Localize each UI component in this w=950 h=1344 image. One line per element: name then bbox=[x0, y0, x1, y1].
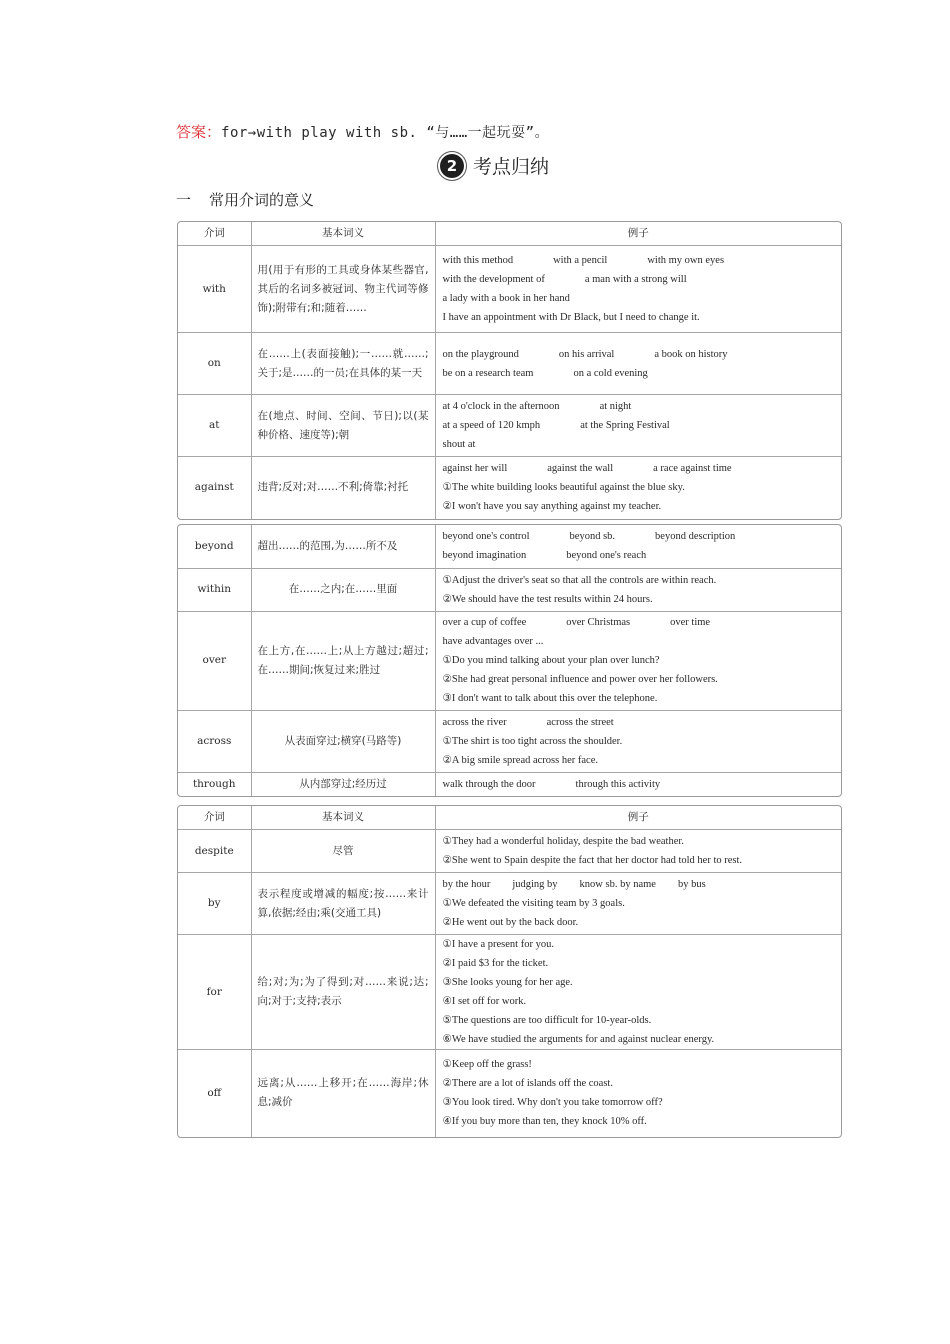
example-phrase: with the development of bbox=[442, 274, 545, 285]
example-phrase: ①Do you mind talking about your plan over lunch? bbox=[442, 655, 660, 666]
example-line bbox=[443, 1030, 835, 1049]
example-phrase: ②A big smile spread across her face. bbox=[442, 754, 598, 766]
preposition-cell: by bbox=[178, 873, 251, 935]
meaning-cell: 给;对;为;为了得到;对……来说;达;向;对于;支持;表示 bbox=[251, 935, 435, 1050]
meaning-cell: 在……上(表面接触);一……就……;关于;是……的一员;在具体的某一天 bbox=[251, 333, 435, 395]
table-grid bbox=[178, 525, 841, 796]
example-line bbox=[443, 613, 835, 632]
example-line bbox=[443, 1011, 835, 1030]
example-phrase: beyond description bbox=[655, 531, 736, 543]
example-line bbox=[443, 689, 835, 708]
example-phrase: across the river bbox=[442, 716, 507, 728]
examples-cell bbox=[435, 568, 841, 611]
example-line bbox=[443, 497, 835, 516]
example-phrase: judging by bbox=[512, 879, 558, 890]
example-phrase: ⑥We have studied the arguments for and against nuclear energy. bbox=[442, 1034, 715, 1045]
examples-cell bbox=[435, 873, 841, 935]
meaning-cell: 尽管 bbox=[251, 830, 435, 873]
example-line bbox=[443, 478, 835, 497]
answer-line bbox=[176, 121, 549, 144]
subheading-title: 常用介词的意义 bbox=[209, 191, 315, 209]
example-line bbox=[443, 713, 835, 732]
table-row bbox=[178, 457, 841, 519]
example-phrase: ④I set off for work. bbox=[442, 996, 527, 1007]
example-line bbox=[443, 651, 835, 670]
example-phrase: over time bbox=[670, 617, 711, 628]
preposition-cell: with bbox=[178, 246, 251, 333]
section-title: 考点归纳 bbox=[473, 156, 550, 178]
table-header-row bbox=[178, 806, 841, 830]
table-row bbox=[178, 333, 841, 395]
example-line bbox=[443, 973, 835, 992]
table-row bbox=[178, 395, 841, 457]
example-phrase: over a cup of coffee bbox=[442, 617, 527, 628]
meaning-cell: 在上方,在……上;从上方越过;超过;在……期间;恢复过来;胜过 bbox=[251, 611, 435, 710]
example-phrase: with this method bbox=[442, 255, 514, 266]
example-line bbox=[443, 308, 835, 327]
example-line bbox=[443, 935, 835, 954]
example-phrase: a book on history bbox=[654, 348, 728, 360]
header-meaning: 基本词义 bbox=[251, 806, 435, 830]
example-phrase: ②She had great personal influence and power over her followers. bbox=[442, 674, 718, 685]
examples-cell bbox=[435, 710, 841, 772]
example-line bbox=[443, 894, 835, 913]
preposition-cell: for bbox=[178, 935, 251, 1050]
example-phrase: through this activity bbox=[575, 778, 661, 790]
meaning-cell: 从表面穿过;横穿(马路等) bbox=[251, 710, 435, 772]
example-line bbox=[443, 1112, 835, 1131]
table-grid bbox=[178, 806, 841, 1137]
example-line bbox=[443, 397, 835, 416]
example-phrase: ②I paid $3 for the ticket. bbox=[442, 958, 549, 969]
example-phrase: ①The white building looks beautiful against the blue sky. bbox=[442, 482, 685, 494]
example-line bbox=[443, 527, 835, 546]
example-phrase: ①I have a present for you. bbox=[442, 939, 554, 950]
header-prep: 介词 bbox=[178, 222, 251, 246]
example-line bbox=[443, 775, 835, 794]
meaning-cell: 违背;反对;对……不利;倚靠;衬托 bbox=[251, 457, 435, 519]
example-line bbox=[443, 832, 835, 851]
example-phrase: against her will bbox=[442, 463, 508, 475]
preposition-cell: across bbox=[178, 710, 251, 772]
example-phrase: beyond one's reach bbox=[566, 550, 647, 562]
table-grid bbox=[178, 222, 841, 519]
example-phrase: ⑤The questions are too difficult for 10-year-olds. bbox=[442, 1015, 652, 1026]
example-phrase: a man with a strong will bbox=[584, 274, 687, 285]
example-line bbox=[443, 992, 835, 1011]
answer-label: 答案： bbox=[176, 123, 222, 141]
example-line bbox=[443, 732, 835, 751]
table-row bbox=[178, 935, 841, 1050]
preposition-table-1 bbox=[177, 221, 842, 520]
example-line bbox=[443, 345, 835, 364]
example-line bbox=[443, 590, 835, 609]
examples-cell bbox=[435, 935, 841, 1050]
example-phrase: ①Adjust the driver's seat so that all the controls are within reach. bbox=[442, 574, 717, 586]
meaning-cell: 远离;从……上移开;在……海岸;休息;减价 bbox=[251, 1050, 435, 1137]
example-phrase: ②He went out by the back door. bbox=[442, 917, 579, 928]
examples-cell bbox=[435, 611, 841, 710]
meaning-cell: 在……之内;在……里面 bbox=[251, 568, 435, 611]
example-phrase: by bus bbox=[677, 879, 706, 890]
preposition-cell: against bbox=[178, 457, 251, 519]
example-line bbox=[443, 954, 835, 973]
example-phrase: be on a research team bbox=[442, 367, 534, 379]
example-line bbox=[443, 289, 835, 308]
example-phrase: ①They had a wonderful holiday, despite the bad weather. bbox=[442, 836, 684, 847]
preposition-cell: beyond bbox=[178, 525, 251, 568]
table-row bbox=[178, 611, 841, 710]
table-row bbox=[178, 525, 841, 568]
example-line bbox=[443, 546, 835, 565]
table-row bbox=[178, 830, 841, 873]
meaning-cell: 在(地点、时间、空间、节日);以(某种价格、速度等);朝 bbox=[251, 395, 435, 457]
example-line bbox=[443, 270, 835, 289]
example-line bbox=[443, 251, 835, 270]
meaning-cell: 超出……的范围,为……所不及 bbox=[251, 525, 435, 568]
example-line bbox=[443, 1093, 835, 1112]
subheading-number: 一 bbox=[176, 191, 192, 209]
examples-cell bbox=[435, 246, 841, 333]
example-phrase: ②I won't have you say anything against my teacher. bbox=[442, 501, 662, 513]
example-line bbox=[443, 1055, 835, 1074]
preposition-cell: over bbox=[178, 611, 251, 710]
example-phrase: a lady with a book in her hand bbox=[442, 293, 570, 304]
table-row bbox=[178, 772, 841, 796]
meaning-cell: 表示程度或增减的幅度;按……来计算,依据;经由;乘(交通工具) bbox=[251, 873, 435, 935]
example-phrase: by the hour bbox=[442, 879, 491, 890]
meaning-cell: 从内部穿过;经历过 bbox=[251, 772, 435, 796]
example-phrase: ①The shirt is too tight across the shoulder. bbox=[442, 735, 623, 747]
examples-cell bbox=[435, 457, 841, 519]
preposition-cell: despite bbox=[178, 830, 251, 873]
example-phrase: ②She went to Spain despite the fact that her doctor had told her to rest. bbox=[442, 855, 743, 866]
example-line bbox=[443, 416, 835, 435]
preposition-cell: within bbox=[178, 568, 251, 611]
example-phrase: across the street bbox=[546, 716, 614, 728]
preposition-cell: at bbox=[178, 395, 251, 457]
table-row bbox=[178, 873, 841, 935]
example-phrase: ③She looks young for her age. bbox=[442, 977, 573, 988]
example-phrase: ①We defeated the visiting team by 3 goals. bbox=[442, 898, 625, 909]
header-examples: 例子 bbox=[435, 222, 841, 246]
table-row bbox=[178, 1050, 841, 1137]
example-line bbox=[443, 670, 835, 689]
preposition-cell: off bbox=[178, 1050, 251, 1137]
example-phrase: at a speed of 120 kmph bbox=[442, 420, 541, 431]
example-phrase: at the Spring Festival bbox=[580, 420, 670, 431]
preposition-table-3 bbox=[177, 805, 842, 1138]
example-phrase: on a cold evening bbox=[573, 367, 648, 379]
preposition-table-2 bbox=[177, 524, 842, 797]
example-phrase: ④If you buy more than ten, they knock 10% off. bbox=[442, 1116, 647, 1128]
example-phrase: have advantages over ... bbox=[442, 636, 544, 647]
example-phrase: against the wall bbox=[547, 463, 614, 475]
answer-text: for→with play with sb. “与……一起玩耍”。 bbox=[221, 125, 550, 141]
example-phrase: ②There are a lot of islands off the coast. bbox=[442, 1078, 613, 1090]
example-line bbox=[443, 571, 835, 590]
examples-cell bbox=[435, 830, 841, 873]
example-line bbox=[443, 632, 835, 651]
example-phrase: over Christmas bbox=[566, 617, 631, 628]
examples-cell bbox=[435, 772, 841, 796]
example-phrase: at 4 o'clock in the afternoon bbox=[442, 401, 560, 412]
meaning-cell: 用(用于有形的工具或身体某些器官,其后的名词多被冠词、物主代词等修饰);附带有;和;随着…… bbox=[251, 246, 435, 333]
example-line bbox=[443, 1074, 835, 1093]
example-line bbox=[443, 913, 835, 932]
example-phrase: shout at bbox=[442, 439, 476, 450]
header-prep: 介词 bbox=[178, 806, 251, 830]
examples-cell bbox=[435, 525, 841, 568]
example-phrase: with my own eyes bbox=[647, 255, 725, 266]
example-phrase: ①Keep off the grass! bbox=[442, 1059, 532, 1071]
example-phrase: beyond imagination bbox=[442, 550, 527, 562]
example-line bbox=[443, 851, 835, 870]
example-line bbox=[443, 751, 835, 770]
table-row bbox=[178, 246, 841, 333]
examples-cell bbox=[435, 395, 841, 457]
example-line bbox=[443, 435, 835, 454]
table-row bbox=[178, 710, 841, 772]
examples-cell bbox=[435, 1050, 841, 1137]
example-phrase: ③You look tired. Why don't you take tomorrow off? bbox=[442, 1097, 663, 1109]
subheading bbox=[176, 189, 314, 210]
example-line bbox=[443, 875, 835, 894]
example-phrase: know sb. by name bbox=[579, 879, 656, 890]
section-number-badge: 2 bbox=[440, 154, 464, 178]
preposition-cell: through bbox=[178, 772, 251, 796]
example-line bbox=[443, 364, 835, 383]
examples-cell bbox=[435, 333, 841, 395]
example-phrase: a race against time bbox=[653, 463, 732, 475]
example-phrase: with a pencil bbox=[553, 255, 608, 266]
example-phrase: beyond sb. bbox=[569, 531, 616, 543]
example-phrase: beyond one's control bbox=[442, 531, 530, 543]
example-phrase: ③I don't want to talk about this over the telephone. bbox=[442, 693, 658, 704]
preposition-cell: on bbox=[178, 333, 251, 395]
table-row bbox=[178, 568, 841, 611]
example-phrase: at night bbox=[599, 401, 632, 412]
example-phrase: walk through the door bbox=[442, 778, 536, 790]
header-examples: 例子 bbox=[435, 806, 841, 830]
table-header-row bbox=[178, 222, 841, 246]
example-line bbox=[443, 459, 835, 478]
header-meaning: 基本词义 bbox=[251, 222, 435, 246]
example-phrase: on the playground bbox=[442, 348, 519, 360]
section-heading bbox=[440, 152, 549, 179]
example-phrase: ②We should have the test results within 24 hours. bbox=[442, 593, 653, 605]
example-phrase: on his arrival bbox=[558, 348, 615, 360]
example-phrase: I have an appointment with Dr Black, but I need to change it. bbox=[442, 312, 700, 323]
